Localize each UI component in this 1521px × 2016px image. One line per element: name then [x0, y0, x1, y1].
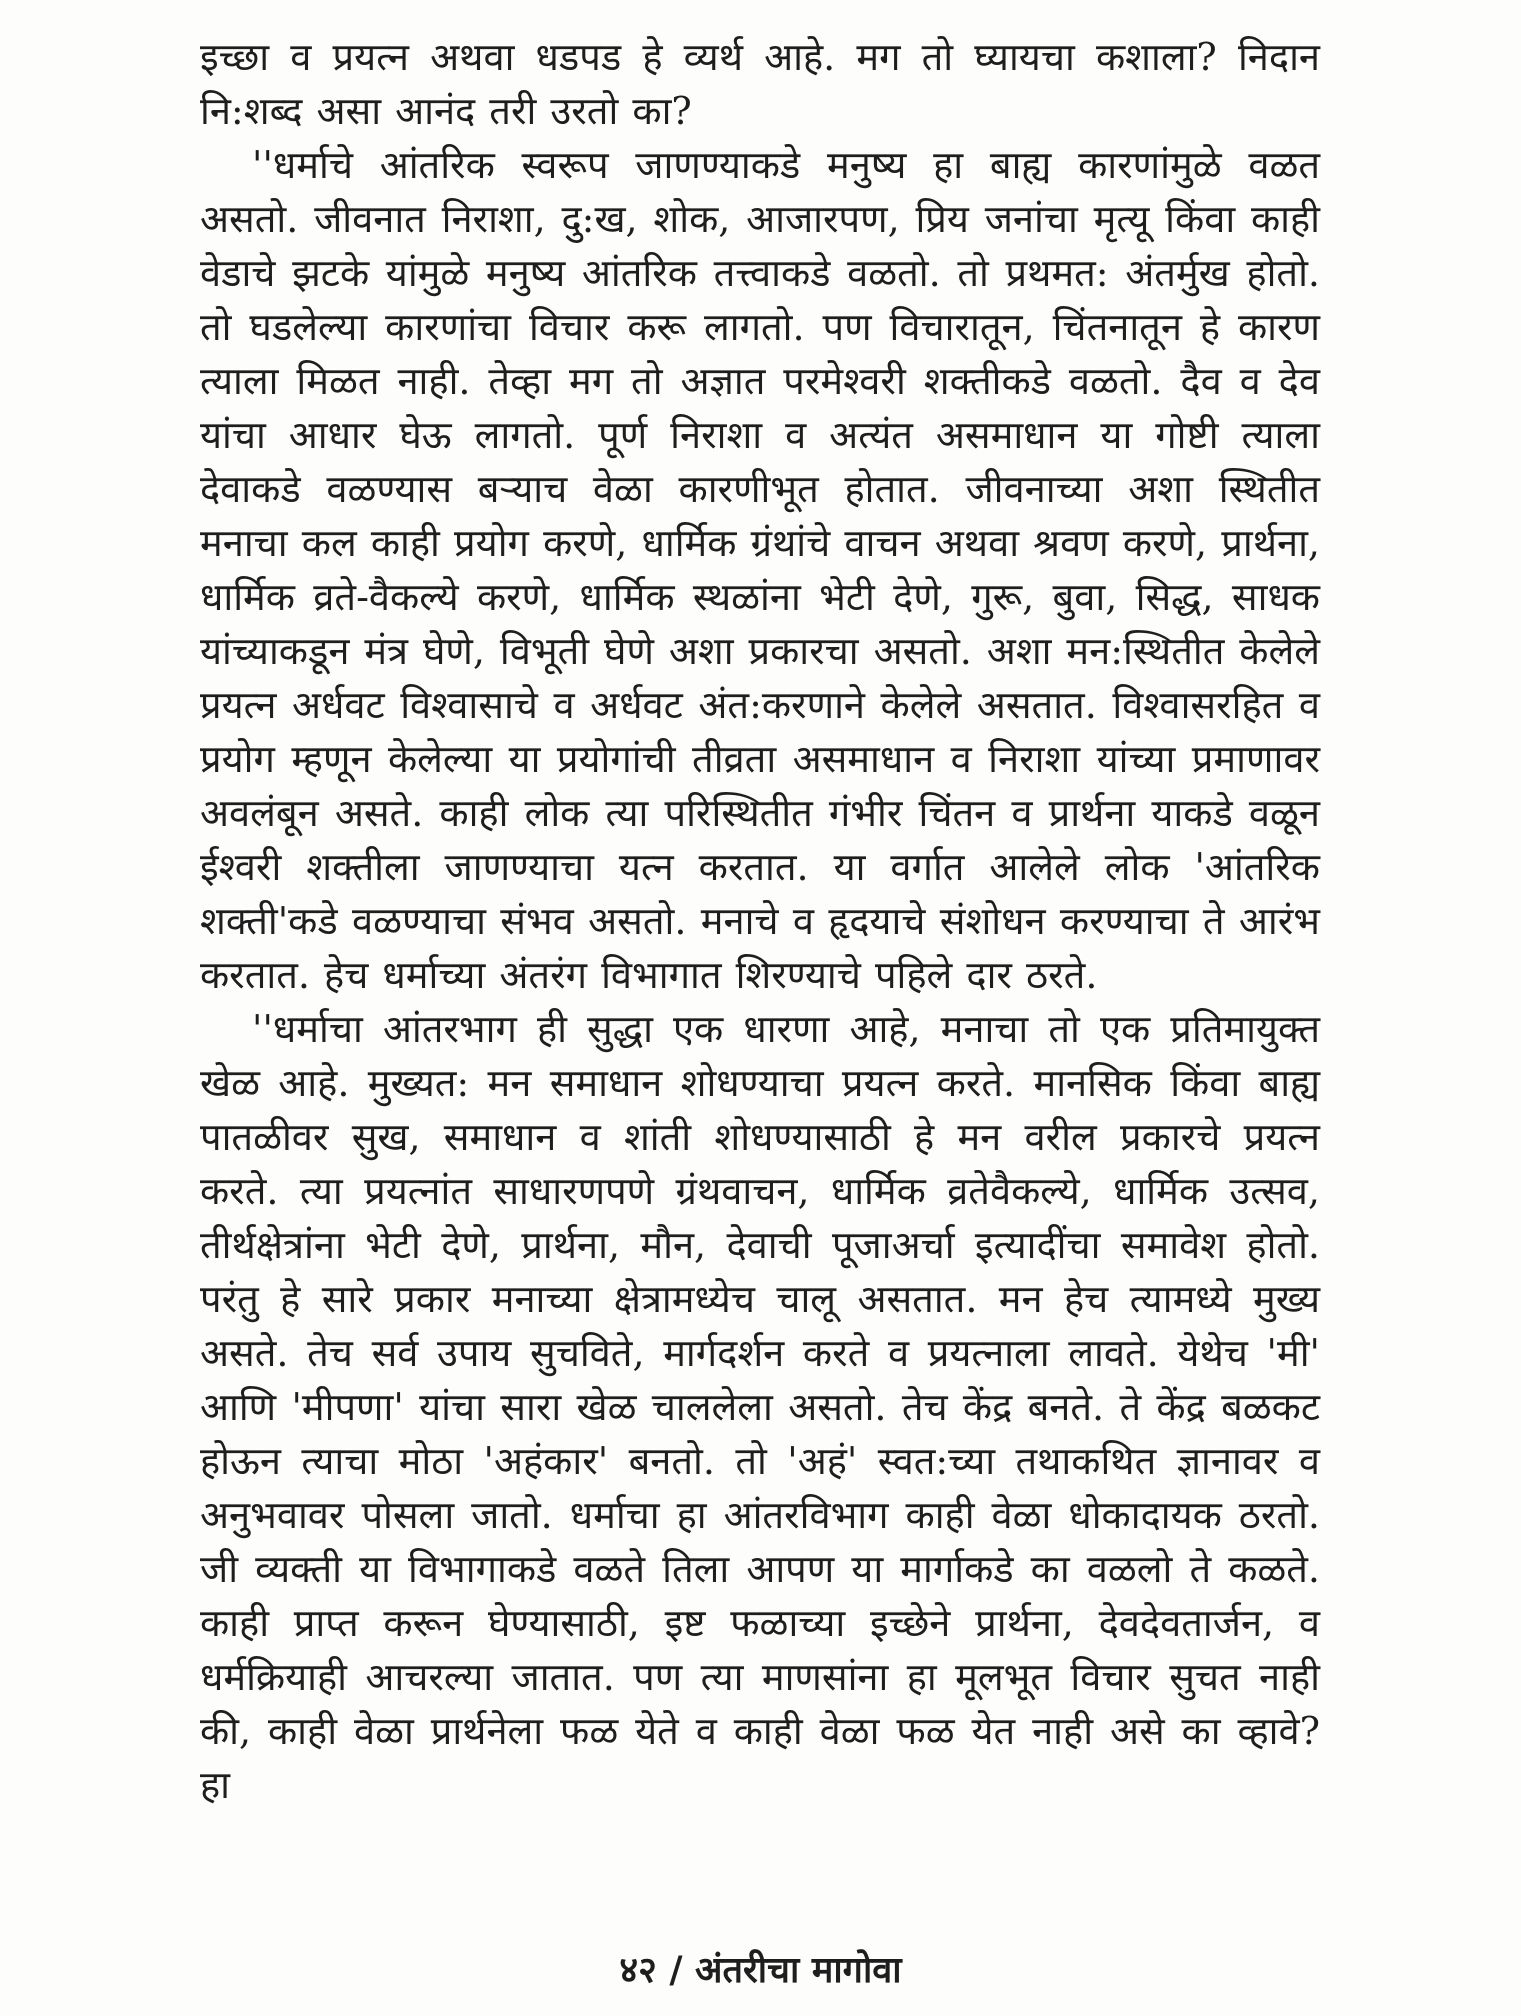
page-footer: ४२ / अंतरीचा मागोवा	[619, 1949, 902, 1991]
paragraph-inner-nature: ''धर्माचे आंतरिक स्वरूप जाणण्याकडे मनुष्य हा बाह्य कारणांमुळे वळत असतो. जीवनात निराशा, दु:ख, शोक, आजारपण, प्रिय जनांचा मृत्यू किंवा काही वेडाचे झटके यांमुळे मनुष्य आंतरिक तत्त्वाकडे वळतो. तो प्रथमत: अंतर्मुख होतो. तो घडलेल्या कारणांचा विचार करू लागतो. पण विचारातून, चिंतनातून हे कारण त्याला मिळत नाही. तेव्हा मग तो अज्ञात परमेश्वरी शक्तीकडे वळतो. दैव व देव यांचा आधार घेऊ लागतो. पूर्ण निराशा व अत्यंत असमाधान या गोष्टी त्याला देवाकडे वळण्यास बऱ्याच वेळा कारणीभूत होतात. जीवनाच्या अशा स्थितीत मनाचा कल काही प्रयोग करणे, धार्मिक ग्रंथांचे वाचन अथवा श्रवण करणे, प्रार्थना, धार्मिक व्रते-वैकल्ये करणे, धार्मिक स्थळांना भेटी देणे, गुरू, बुवा, सिद्ध, साधक यांच्याकडून मंत्र घेणे, विभूती घेणे अशा प्रकारचा असतो. अशा मन:स्थितीत केलेले प्रयत्न अर्धवट विश्वासाचे व अर्धवट अंत:करणाने केलेले असतात. विश्वासरहित व प्रयोग म्हणून केलेल्या या प्रयोगांची तीव्रता असमाधान व निराशा यांच्या प्रमाणावर अवलंबून असते. काही लोक त्या परिस्थितीत गंभीर चिंतन व प्रार्थना याकडे वळून ईश्वरी शक्तीला जाणण्याचा यत्न करतात. या वर्गात आलेले लोक 'आंतरिक शक्ती'कडे वळण्याचा संभव असतो. मनाचे व हृदयाचे संशोधन करण्याचा ते आरंभ करतात. हेच धर्माच्या अंतरंग विभागात शिरण्याचे पहिले दार ठरते.	[200, 143, 1320, 997]
page-body	[200, 30, 1320, 1812]
paragraph-continuation: इच्छा व प्रयत्न अथवा धडपड हे व्यर्थ आहे. मग तो घ्यायचा कशाला? निदान नि:शब्द असा आनंद तरी उरतो का?	[200, 35, 1320, 133]
paragraph-inner-part: ''धर्माचा आंतरभाग ही सुद्धा एक धारणा आहे, मनाचा तो एक प्रतिमायुक्त खेळ आहे. मुख्यत: मन समाधान शोधण्याचा प्रयत्न करते. मानसिक किंवा बाह्य पातळीवर सुख, समाधान व शांती शोधण्यासाठी हे मन वरील प्रकारचे प्रयत्न करते. त्या प्रयत्नांत साधारणपणे ग्रंथवाचन, धार्मिक व्रतेवैकल्ये, धार्मिक उत्सव, तीर्थक्षेत्रांना भेटी देणे, प्रार्थना, मौन, देवाची पूजाअर्चा इत्यादींचा समावेश होतो. परंतु हे सारे प्रकार मनाच्या क्षेत्रामध्येच चालू असतात. मन हेच त्यामध्ये मुख्य असते. तेच सर्व उपाय सुचविते, मार्गदर्शन करते व प्रयत्नाला लावते. येथेच 'मी' आणि 'मीपणा' यांचा सारा खेळ चाललेला असतो. तेच केंद्र बनते. ते केंद्र बळकट होऊन त्याचा मोठा 'अहंकार' बनतो. तो 'अहं' स्वत:च्या तथाकथित ज्ञानावर व अनुभवावर पोसला जातो. धर्माचा हा आंतरविभाग काही वेळा धोकादायक ठरतो. जी व्यक्ती या विभागाकडे वळते तिला आपण या मार्गाकडे का वळलो ते कळते. काही प्राप्त करून घेण्यासाठी, इष्ट फळाच्या इच्छेने प्रार्थना, देवदेवतार्जन, व धर्मक्रियाही आचरल्या जातात. पण त्या माणसांना हा मूलभूत विचार सुचत नाही की, काही वेळा प्रार्थनेला फळ येते व काही वेळा फळ येत नाही असे का व्हावे? हा	[200, 1007, 1321, 1807]
